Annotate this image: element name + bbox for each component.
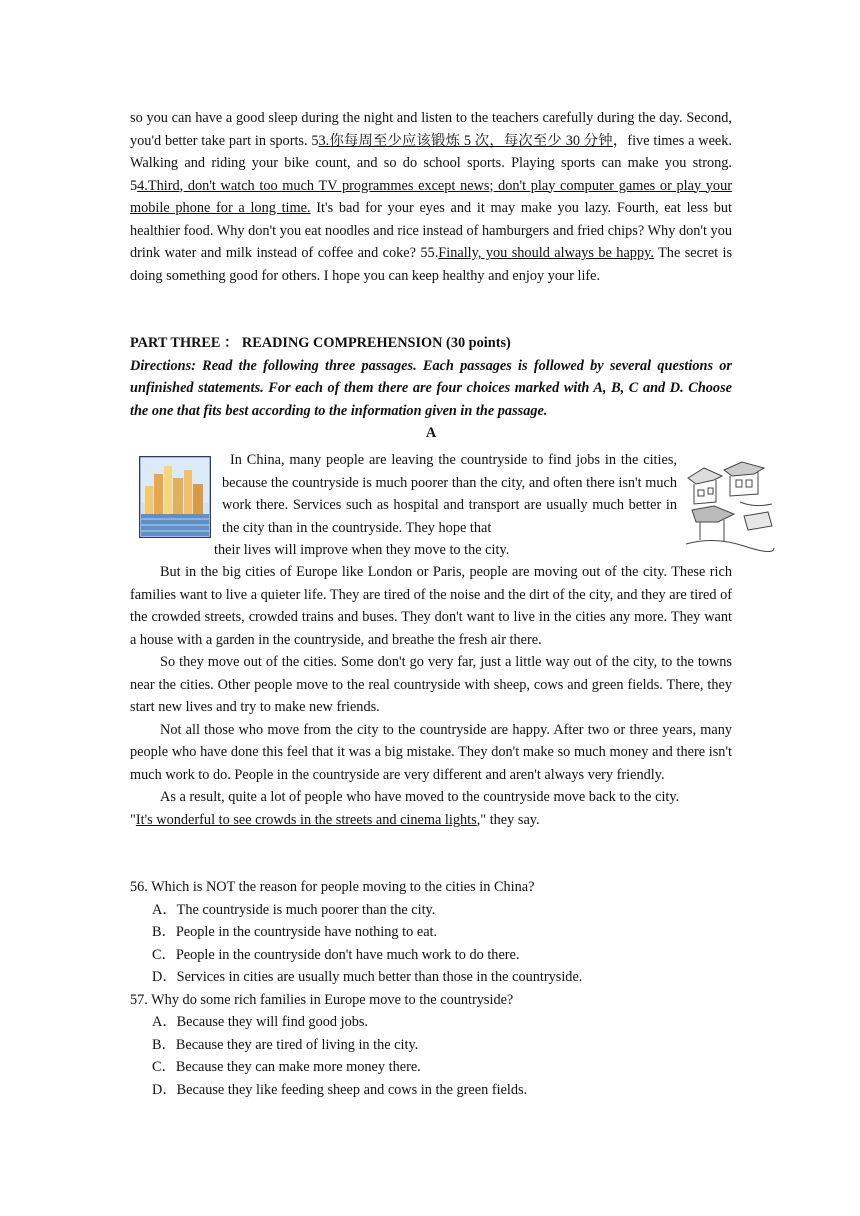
essay-continuation xyxy=(130,107,732,287)
passage-a-paragraph-6 xyxy=(130,809,732,832)
underlined-answer-53: 3.你每周至少应该锻炼 5 次，每次至少 30 分钟 xyxy=(318,132,613,149)
text-run: ，five xyxy=(612,132,650,149)
underlined-answer-54: 4.Third, don't watch too much TV programmes except news; don't play computer games or play your mobile phone for a long time. xyxy=(130,177,732,216)
section-heading: PART THREE ： READING COMPREHENSION (30 points) xyxy=(130,335,511,351)
passage-a-paragraph-4: Not all those who move from the city to the countryside are happy. After two or three years, many people who have done this feel that it was a big mistake. They don't make so much money and there isn't much work to do. People in the countryside are very different and aren't always very friendly. xyxy=(130,721,732,783)
question-option: B．Because they are tired of living in the city. xyxy=(152,1036,419,1053)
passage-a-paragraph-5: As a result, quite a lot of people who have moved to the countryside move back to the city. xyxy=(160,789,680,805)
question-option: D．Because they like feeding sheep and cows in the green fields. xyxy=(152,1081,528,1098)
question-57: 57. Why do some rich families in Europe move to the countryside? xyxy=(130,991,514,1008)
text-run: times a week. Walking and riding your bike count, and so do school sports. Playing sports can xyxy=(130,132,733,171)
question-option: A．Because they will find good jobs. xyxy=(152,1014,369,1030)
questions xyxy=(130,876,732,1101)
question-option: B．People in the countryside have nothing to eat. xyxy=(152,924,438,940)
question-56: 56. Which is NOT the reason for people moving to the cities in China? xyxy=(130,879,535,895)
passage-a-paragraph-2: But in the big cities of Europe like London or Paris, people are moving out of the city. These rich families want to live a quieter life. They are tired of the noise and the dirt of the city, and they are tired of the crowded streets, crowded trains and buses. They don't want to live in the cities any more. They want a house with a garden in the countryside, and breathe the fresh air there. xyxy=(130,564,732,648)
passage-a-paragraph-1-end: their lives will improve when they move to the city. xyxy=(214,542,510,558)
text-run: It's bad for your eyes and it may make you lazy. Fourth, eat less but healthier food. Why don't you eat noodles and rice instead of hamburgers and fried chips? Why don't you drink water and milk instead of coffee and coke? 55. xyxy=(130,200,732,261)
question-option: C．People in the countryside don't have much work to do there. xyxy=(152,946,520,963)
question-option: C．Because they can make more money there. xyxy=(152,1059,421,1075)
passage-a-paragraph-1 xyxy=(222,449,677,539)
text-run: ," they say. xyxy=(476,811,540,828)
text-run: make you strong. 5 xyxy=(130,155,732,194)
text-run: The secret is doing something good for others. I hope you can keep healthy and enjoy your life. xyxy=(130,245,733,284)
essay-paragraph xyxy=(130,107,732,287)
question-option: D．Services in cities are usually much better than those in the countryside. xyxy=(152,969,583,985)
text-run: " xyxy=(130,811,136,828)
underlined-answer-55: Finally, you should always be happy. xyxy=(438,245,654,261)
text-run: so you can have a good sleep during the night and listen to the teachers carefully during the day. xyxy=(130,110,683,126)
passage-label: A xyxy=(425,425,437,441)
village-sketch-image xyxy=(684,456,776,552)
part-three-section xyxy=(130,332,732,445)
city-skyline-image xyxy=(139,456,211,538)
underlined-quote: It's wonderful to see crowds in the streets and cinema lights xyxy=(135,811,477,828)
text-run: Second, you'd better take part in sports. 5 xyxy=(130,110,732,149)
question-option: A．The countryside is much poorer than the city. xyxy=(152,901,436,918)
paragraph-text: In China, many people are leaving the countryside to find jobs in the cities, because the countryside is much poorer than the city, and often there isn't much work there. Services such as hospital and transport are usually much better in the city than in the countryside. They hope that xyxy=(222,452,677,536)
passage-a-body xyxy=(130,561,732,831)
passage-a-paragraph-3: So they move out of the cities. Some don't go very far, just a little way out of the city, to the towns near the cities. Other people move to the real countryside with sheep, cows and green fields. There, they start new lives and try to make new friends. xyxy=(130,654,732,715)
directions: Directions: Read the following three passages. Each passages is followed by several questions or unfinished statements. For each of them there are four choices marked with A, B, C and D. Choose the one that fits best according to the information given in the passage. xyxy=(130,357,732,419)
